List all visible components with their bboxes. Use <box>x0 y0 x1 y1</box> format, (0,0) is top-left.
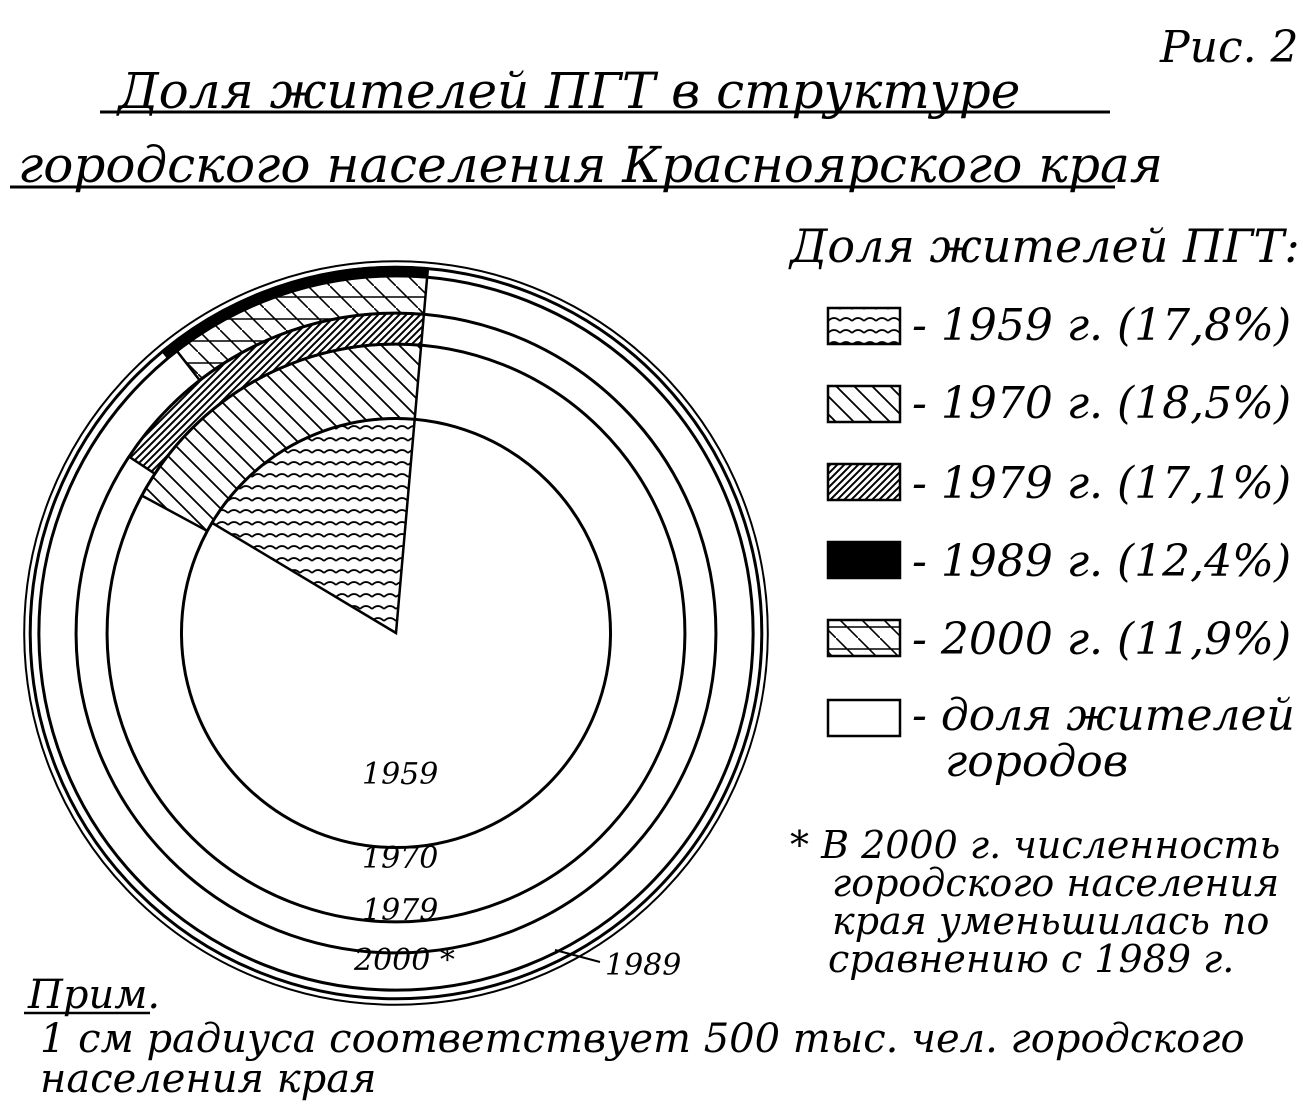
footnote-line-3: края уменьшилась по <box>832 899 1270 943</box>
chart-title-line2: городского населения Красноярского края <box>18 136 1163 194</box>
legend-label-1970: - 1970 г. (18,5%) <box>912 378 1292 429</box>
legend-label-remainder-2: городов <box>945 736 1129 787</box>
legend-swatch-1989 <box>828 542 900 578</box>
legend-swatch-1970 <box>828 386 900 422</box>
footnote-line-1: * В 2000 г. численность <box>790 823 1281 867</box>
legend-swatch-1959 <box>828 308 900 344</box>
legend-item-remainder <box>828 690 1295 787</box>
note-line-1: 1 см радиуса соответствует 500 тыс. чел. городского <box>40 1016 1245 1062</box>
ring-label-2000: 2000 * <box>354 943 455 978</box>
legend-swatch-remainder <box>828 700 900 736</box>
legend-label-1989: - 1989 г. (12,4%) <box>912 536 1292 587</box>
legend-title: Доля жителей ПГТ: <box>790 219 1300 273</box>
legend-label-1979: - 1979 г. (17,1%) <box>912 458 1292 509</box>
legend-item-1979 <box>828 458 1291 509</box>
ring-label-1959: 1959 <box>362 757 439 792</box>
ring-label-1970: 1970 <box>362 841 439 876</box>
legend-item-1959 <box>828 300 1291 351</box>
legend-item-2000 <box>828 614 1291 665</box>
legend-item-1989 <box>828 536 1291 587</box>
ring-label-1989: 1989 <box>605 948 682 983</box>
legend-swatch-1979 <box>828 464 900 500</box>
ring-label-1979: 1979 <box>362 893 439 928</box>
legend-swatch-2000 <box>828 620 900 656</box>
legend-item-1970 <box>828 378 1291 429</box>
legend-label-remainder-1: - доля жителей <box>912 690 1295 741</box>
chart-title-line1: Доля жителей ПГТ в структуре <box>118 62 1021 120</box>
legend-label-1959: - 1959 г. (17,8%) <box>912 300 1292 351</box>
legend-label-2000: - 2000 г. (11,9%) <box>912 614 1292 665</box>
footnote-line-4: сравнению с 1989 г. <box>828 937 1235 981</box>
footnote-line-2: городского населения <box>832 861 1280 905</box>
note-title: Прим. <box>28 972 161 1018</box>
note-line-2: населения края <box>40 1056 377 1102</box>
figure-label: Рис. 2 <box>1160 22 1299 73</box>
